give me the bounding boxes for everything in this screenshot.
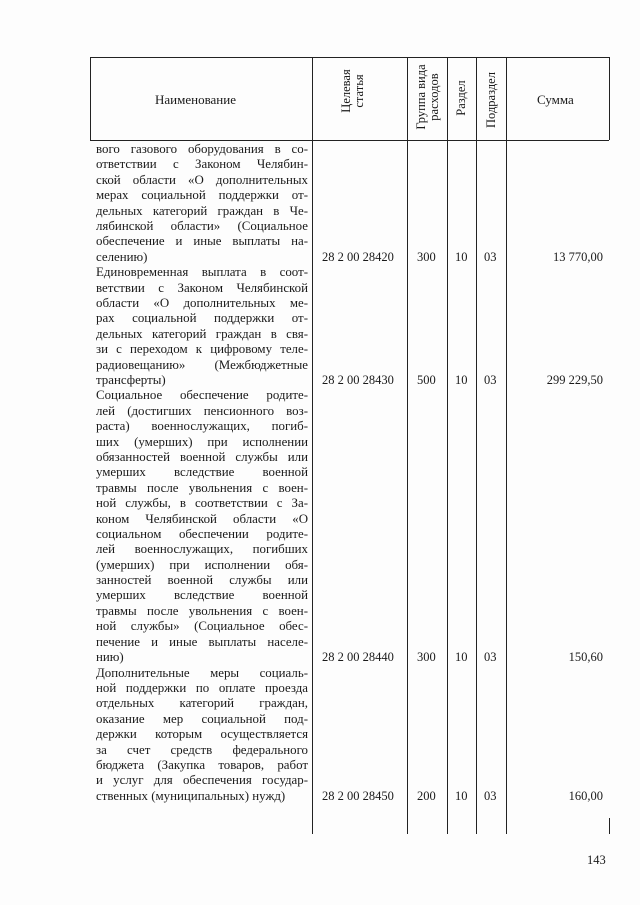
row-description-line: ной поддержки по оплате проезда: [96, 680, 308, 695]
col-border-sum: [506, 57, 507, 834]
row-target-code: 28 2 00 28440: [322, 650, 394, 665]
row-section: 10: [455, 373, 468, 387]
row-subsection: 03: [484, 249, 497, 264]
row-description-line: вого газового оборудования в со-: [96, 142, 308, 156]
row-description-line: дельных категорий граждан в Че-: [96, 203, 308, 218]
row-description: [96, 265, 308, 388]
row-section: 10: [455, 788, 468, 803]
row-description-line: лей (достигших пенсионного воз-: [96, 403, 308, 418]
row-sum: 13 770,00: [553, 249, 603, 264]
header-sum: Сумма: [537, 92, 574, 107]
row-description-line: и услуг для обеспечения государ-: [96, 773, 308, 788]
row-description-line: социальном обеспечении родите-: [96, 526, 308, 541]
row-description-line: печение и иные выплаты населе-: [96, 634, 308, 649]
row-description-line: обязанностей военной службы или: [96, 449, 308, 464]
row-description-line: ответствии с Законом Челябин-: [96, 157, 308, 172]
row-expense-group: 300: [417, 249, 436, 264]
col-border-right: [609, 57, 610, 140]
row-description-line: лей военнослужащих, погибших: [96, 542, 308, 557]
col-border-section: [447, 57, 448, 834]
row-description-line: ной службы, в соответствии с За-: [96, 496, 308, 511]
row-description-line: области «О дополнительных ме-: [96, 295, 308, 310]
row-sum: 160,00: [568, 788, 603, 803]
row-description-line: ной службы» (Социальное обес-: [96, 619, 308, 634]
row-description-line: дельных категорий граждан в свя-: [96, 326, 308, 341]
row-target-code: 28 2 00 28450: [322, 788, 394, 803]
row-description: [96, 388, 308, 665]
row-description-line: бюджета (Закупка товаров, работ: [96, 757, 308, 772]
row-description-line: трансферты): [96, 372, 166, 387]
header-subsection: Подраздел: [484, 72, 498, 128]
header-expense-group: Группа вида расходов: [414, 64, 441, 130]
row-description-line: рах социальной поддержки от-: [96, 311, 308, 326]
row-description-line: травмы после увольнения с воен-: [96, 480, 308, 495]
row-target-code: 28 2 00 28430: [322, 373, 394, 387]
row-description: [96, 666, 308, 805]
row-description-line: за счет средств федерального: [96, 742, 308, 757]
row-description-line: Единовременная выплата в соот-: [96, 265, 308, 280]
header-target-article: Целевая статья: [339, 69, 366, 113]
row-description-line: ственных (муниципальных) нужд): [96, 788, 286, 803]
row-description-line: радиовещанию» (Межбюджетные: [96, 357, 308, 372]
page-number: 143: [587, 853, 606, 867]
row-description-line: обеспечение и иные выплаты на-: [96, 234, 308, 249]
row-sum: 299 229,50: [546, 373, 603, 387]
row-description-line: умерших вследствие военной: [96, 465, 308, 480]
col-border-subsection: [476, 57, 477, 834]
row-description: [96, 142, 308, 265]
row-description-line: зи с переходом к цифровому теле-: [96, 342, 308, 357]
row-description-line: мерах социальной поддержки от-: [96, 188, 308, 203]
row-description-line: оказание мер социальной под-: [96, 711, 308, 726]
row-expense-group: 200: [417, 788, 436, 803]
row-target-code: 28 2 00 28420: [322, 249, 394, 264]
row-description-line: раста) военнослужащих, погиб-: [96, 419, 308, 434]
row-subsection: 03: [484, 650, 497, 665]
row-section: 10: [455, 249, 468, 264]
row-description-line: занностей военной службы или: [96, 573, 308, 588]
row-description-line: умерших вследствие военной: [96, 588, 308, 603]
row-description-line: отдельных категорий граждан,: [96, 696, 308, 711]
row-sum: 150,60: [568, 650, 603, 665]
header-name: Наименование: [155, 92, 236, 107]
row-description-line: ших (умерших) при исполнении: [96, 434, 308, 449]
col-border-group: [407, 57, 408, 834]
row-description-line: коном Челябинской области «О: [96, 511, 308, 526]
row-section: 10: [455, 650, 468, 665]
row-description-line: (умерших) при исполнении обя-: [96, 557, 308, 572]
col-border-right-tail: [609, 818, 610, 834]
row-description-line: ской области «О дополнительных: [96, 172, 308, 187]
header-section: Раздел: [454, 80, 468, 116]
row-description-line: Дополнительные меры социаль-: [96, 665, 308, 680]
row-description-line: селению): [96, 249, 148, 264]
row-expense-group: 300: [417, 650, 436, 665]
col-border-code: [312, 57, 313, 834]
row-description-line: держки которым осуществляется: [96, 727, 308, 742]
col-border-left: [90, 57, 91, 140]
row-subsection: 03: [484, 373, 497, 387]
row-description-line: нию): [96, 650, 124, 665]
header-bottom-border: [90, 140, 609, 141]
row-description-line: ветствии с Законом Челябинской: [96, 280, 308, 295]
row-expense-group: 500: [417, 373, 436, 387]
row-description-line: лябинской области» (Социальное: [96, 218, 308, 233]
row-description-line: Социальное обеспечение родите-: [96, 388, 308, 403]
row-description-line: травмы после увольнения с воен-: [96, 603, 308, 618]
row-subsection: 03: [484, 788, 497, 803]
